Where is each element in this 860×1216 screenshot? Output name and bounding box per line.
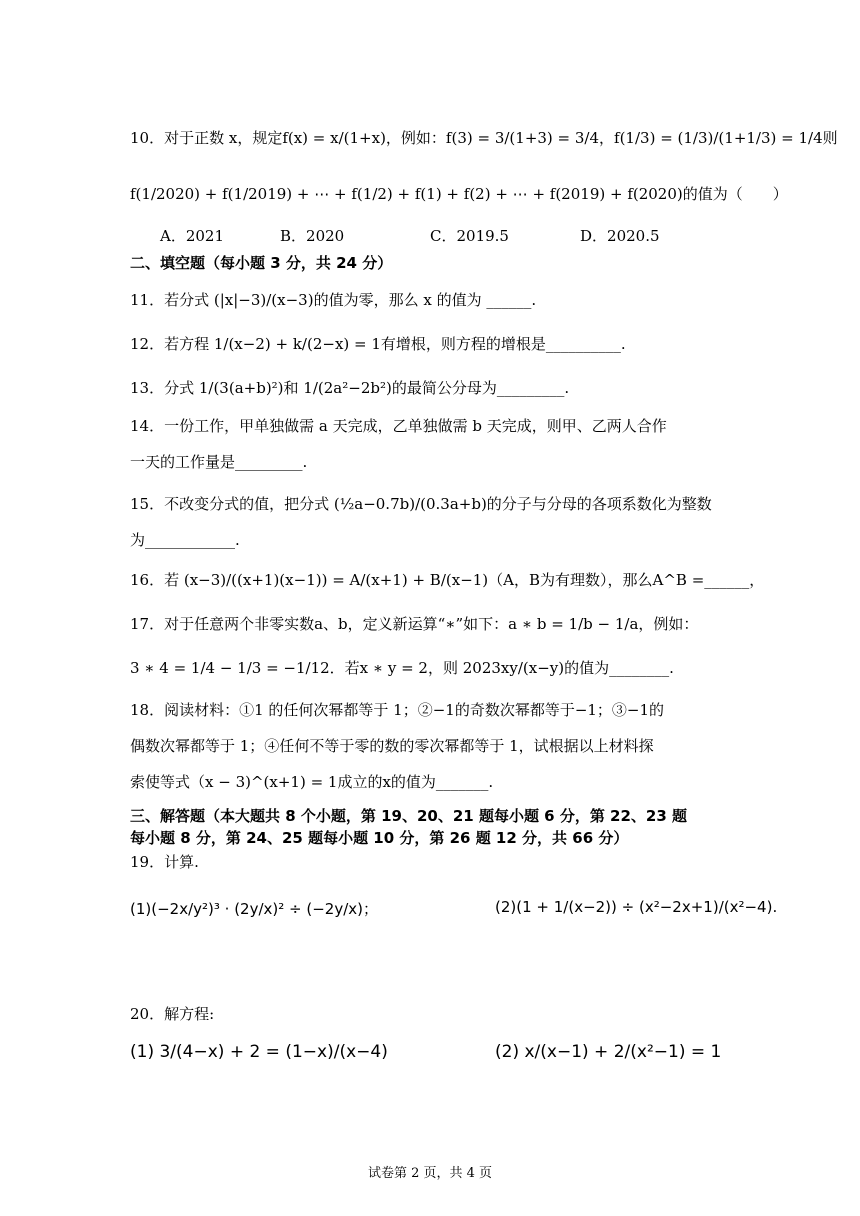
q10-option-c: C．2019.5: [430, 227, 509, 245]
q10-option-d: D．2020.5: [580, 227, 660, 245]
section3-heading-line1: 三、解答题（本大题共 8 个小题，第 19、20、21 题每小题 6 分，第 22、23 题: [130, 807, 688, 825]
q10-line2: f(1/2020) + f(1/2019) + ⋯ + f(1/2) + f(1) + f(2) + ⋯ + f(2019) + f(2020)的值为（ ）: [130, 185, 788, 203]
section3-heading-line2: 每小题 8 分，第 24、25 题每小题 10 分，第 26 题 12 分，共 66 分）: [130, 829, 629, 847]
q18-line1: 18．阅读材料：①1 的任何次幂都等于 1；②−1的奇数次幂都等于−1；③−1的: [130, 701, 665, 719]
q18-line2: 偶数次幂都等于 1；④任何不等于零的数的零次幂都等于 1，试根据以上材料探: [130, 737, 654, 755]
q14-line1: 14．一份工作，甲单独做需 a 天完成，乙单独做需 b 天完成，则甲、乙两人合作: [130, 417, 667, 435]
q17-line1: 17．对于任意两个非零实数a、b，定义新运算“∗”如下：a ∗ b = 1/b − 1/a，例如：: [130, 615, 699, 633]
q10-option-b: B．2020: [280, 227, 345, 245]
page-footer: 试卷第 2 页，共 4 页: [367, 1166, 493, 1181]
q20-title: 20．解方程:: [130, 1005, 215, 1023]
q10-line1: 10．对于正数 x，规定f(x) = x/(1+x)，例如：f(3) = 3/(1+3) = 3/4，f(1/3) = (1/3)/(1+1/3) = 1/4则: [130, 129, 838, 147]
q15-line2: 为____________.: [130, 531, 240, 549]
q15-line1: 15．不改变分式的值，把分式 (½a−0.7b)/(0.3a+b)的分子与分母的各项系数化为整数: [130, 495, 712, 513]
q19-part1: (1)(−2x/y²)³ · (2y/x)² ÷ (−2y/x)；: [130, 900, 378, 918]
q18-line3: 索使等式（x − 3)^(x+1) = 1成立的x的值为_______.: [130, 773, 494, 791]
section2-heading: 二、填空题（每小题 3 分，共 24 分）: [130, 254, 393, 272]
q14-line2: 一天的工作量是_________.: [130, 453, 308, 471]
q10-option-a: A．2021: [160, 227, 225, 245]
q13: 13．分式 1/(3(a+b)²)和 1/(2a²−2b²)的最简公分母为_________.: [130, 379, 570, 397]
q12: 12．若方程 1/(x−2) + k/(2−x) = 1有增根，则方程的增根是__________.: [130, 335, 626, 353]
q16: 16．若 (x−3)/((x+1)(x−1)) = A/(x+1) + B/(x−1)（A，B为有理数），那么A^B =______，: [130, 571, 765, 589]
q11: 11．若分式 (|x|−3)/(x−3)的值为零，那么 x 的值为 ______.: [130, 291, 537, 309]
q19-part2: (2)(1 + 1/(x−2)) ÷ (x²−2x+1)/(x²−4).: [495, 898, 778, 916]
q17-line2: 3 ∗ 4 = 1/4 − 1/3 = −1/12．若x ∗ y = 2，则 2023xy/(x−y)的值为________.: [130, 659, 674, 677]
q20-part2: (2) x/(x−1) + 2/(x²−1) = 1: [495, 1042, 722, 1062]
q19-title: 19．计算.: [130, 853, 199, 871]
q20-part1: (1) 3/(4−x) + 2 = (1−x)/(x−4): [130, 1042, 388, 1062]
